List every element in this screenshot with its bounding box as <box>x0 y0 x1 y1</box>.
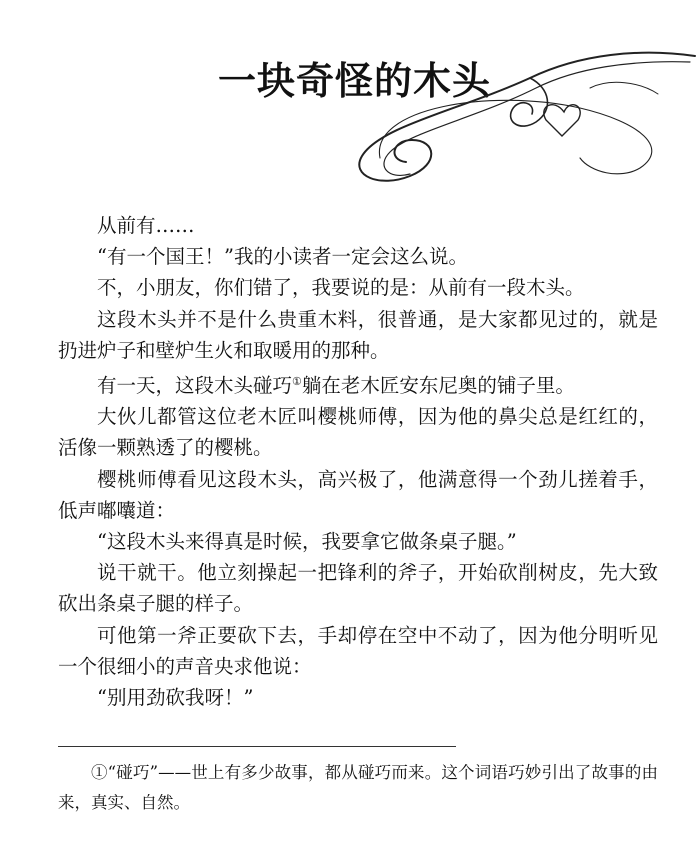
story-text <box>58 210 658 713</box>
paragraph: 樱桃师傅看见这段木头，高兴极了，他满意得一个劲儿搓着手，低声嘟囔道： <box>58 467 658 522</box>
footnote-divider <box>58 746 456 747</box>
paragraph-text: 有一天，这段木头碰巧 <box>97 374 293 398</box>
paragraph: 从前有…… <box>97 214 195 237</box>
chapter-title: 一块奇怪的木头 <box>218 59 492 103</box>
footnote-reference[interactable]: ① <box>292 375 302 389</box>
paragraph: “有一个国王！”我的小读者一定会这么说。 <box>97 245 468 269</box>
paragraph: 大伙儿都管这位老木匠叫樱桃师傅，因为他的鼻尖总是红红的，活像一颗熟透了的樱桃。 <box>58 405 658 460</box>
footnote <box>58 758 658 818</box>
paragraph: 可他第一斧正要砍下去，手却停在空中不动了，因为他分明听见一个很细小的声音央求他说： <box>58 623 658 678</box>
paragraph: “这段木头来得真是时候，我要拿它做条桌子腿。” <box>97 530 517 554</box>
paragraph-with-footnote <box>58 366 658 401</box>
footnote-text: ①“碰巧”——世上有多少故事，都从碰巧而来。这个词语巧妙引出了故事的由来，真实、自然。 <box>58 763 658 812</box>
paragraph-text: 躺在老木匠安东尼奥的铺子里。 <box>301 374 575 398</box>
paragraph: “别用劲砍我呀！” <box>97 686 254 710</box>
paragraph: 这段木头并不是什么贵重木料，很普通，是大家都见过的，就是扔进炉子和壁炉生火和取暖用的那种。 <box>58 307 658 362</box>
paragraph: 不，小朋友，你们错了，我要说的是：从前有一段木头。 <box>97 276 585 300</box>
paragraph: 说干就干。他立刻操起一把锋利的斧子，开始砍削树皮，先大致砍出条桌子腿的样子。 <box>58 561 658 616</box>
flourish-ornament <box>340 48 700 188</box>
